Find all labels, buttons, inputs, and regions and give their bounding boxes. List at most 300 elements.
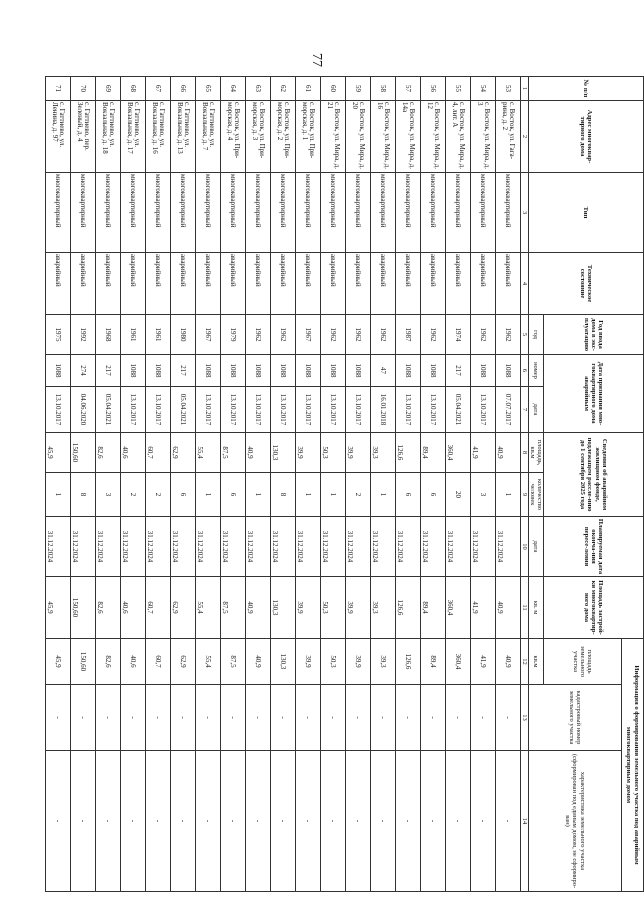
type-cell: многоквартирный (470, 173, 495, 253)
land-area-cell: 41,9 (470, 639, 495, 685)
address-cell: с. Восток, ул. При-морская, д. 4 (220, 101, 245, 173)
address-cell: с. Восток, ул. Мира, д. 14а (395, 101, 420, 173)
decision-num-cell: 1088 (145, 355, 170, 387)
resettle-people-cell: 1 (295, 473, 320, 517)
resettle-area-cell: 60,7 (145, 433, 170, 473)
col-land-area-unit-header: кв.м (528, 639, 543, 685)
type-cell: многоквартирный (245, 173, 270, 253)
cadastral-cell: - (145, 685, 170, 751)
type-cell: многоквартирный (370, 173, 395, 253)
row-number: 58 (370, 77, 395, 101)
resettle-area-cell: 89,4 (420, 433, 445, 473)
occupied-area-cell: 82,6 (95, 577, 120, 639)
address-cell: с. Гаттиево, ул. Вокзальная, д. 13 (170, 101, 195, 173)
tech-state-cell: аварийный (70, 253, 95, 315)
col-cadastral-header: кадастровый номер земельного участка (528, 685, 621, 751)
plan-date-cell: 31.12.2024 (370, 517, 395, 577)
land-area-cell: 39,9 (295, 639, 320, 685)
address-cell: с. Гаттиево, ул. Вокзальная, д. 16 (145, 101, 170, 173)
year-cell: 1961 (120, 315, 145, 355)
year-cell: 1967 (295, 315, 320, 355)
resettle-people-cell: 8 (70, 473, 95, 517)
plan-date-cell: 31.12.2024 (420, 517, 445, 577)
decision-num-cell: 1088 (295, 355, 320, 387)
type-cell: многоквартирный (345, 173, 370, 253)
address-cell: с. Гаттиево, ул. Вокзальная, д. 7 (195, 101, 220, 173)
table-row (470, 77, 495, 892)
row-number: 62 (270, 77, 295, 101)
year-cell: 1992 (70, 315, 95, 355)
resettle-people-cell: 3 (95, 473, 120, 517)
resettle-people-cell: 2 (120, 473, 145, 517)
row-number: 69 (95, 77, 120, 101)
row-number: 63 (245, 77, 270, 101)
decision-num-cell: 1088 (270, 355, 295, 387)
cadastral-cell: - (245, 685, 270, 751)
address-cell: с. Восток, ул. Мира, д. 16 (370, 101, 395, 173)
col-occupied-group-header: Площадь застрой-ки многоквартир-ного дома (544, 577, 644, 639)
resettle-area-cell: 40,9 (495, 433, 520, 473)
decision-date-cell: 13.10.2017 (345, 387, 370, 433)
column-number: 5 (520, 315, 528, 355)
resettle-people-cell: 6 (420, 473, 445, 517)
resettle-people-cell: 8 (270, 473, 295, 517)
decision-date-cell: 13.10.2017 (420, 387, 445, 433)
decision-date-cell: 13.10.2017 (220, 387, 245, 433)
col-num-header: № п/п (528, 77, 643, 101)
resettle-people-cell: 2 (145, 473, 170, 517)
occupied-area-cell: 41,9 (470, 577, 495, 639)
address-cell: с. Восток, ул. Гага-рина, д. 2 (495, 101, 520, 173)
address-cell: с. Гаттиево, пер. Зеленый, д. 4 (70, 101, 95, 173)
col-decision-num-header: номер (528, 355, 543, 387)
table-row (220, 77, 245, 892)
resettle-people-cell: 2 (345, 473, 370, 517)
plan-date-cell: 31.12.2024 (320, 517, 345, 577)
plan-date-cell: 31.12.2024 (70, 517, 95, 577)
tech-state-cell: аварийный (145, 253, 170, 315)
occupied-area-cell: 89,4 (420, 577, 445, 639)
land-area-cell: 89,4 (420, 639, 445, 685)
row-number: 55 (445, 77, 470, 101)
type-cell: многоквартирный (395, 173, 420, 253)
resettle-area-cell: 360,4 (445, 433, 470, 473)
cadastral-cell: - (320, 685, 345, 751)
characteristic-cell: - (295, 751, 320, 892)
year-cell: 1987 (395, 315, 420, 355)
col-resettle-area-header: площадь, кв.м (528, 433, 543, 473)
plan-date-cell: 31.12.2024 (495, 517, 520, 577)
table-row (295, 77, 320, 892)
table-row (495, 77, 520, 892)
decision-date-cell: 13.10.2017 (45, 387, 70, 433)
column-number: 4 (520, 253, 528, 315)
decision-num-cell: 1088 (420, 355, 445, 387)
resettle-area-cell: 62,9 (170, 433, 195, 473)
resettle-area-cell: 150,60 (70, 433, 95, 473)
emergency-housing-table (45, 76, 644, 892)
occupied-area-cell: 360,4 (445, 577, 470, 639)
col-type-header: Тип (528, 173, 643, 253)
resettle-area-cell: 87,5 (220, 433, 245, 473)
tech-state-cell: аварийный (370, 253, 395, 315)
decision-date-cell: 13.10.2017 (395, 387, 420, 433)
table-row (445, 77, 470, 892)
address-cell: с. Гаттиево, ул. Вокзальная, д. 17 (120, 101, 145, 173)
table-row (95, 77, 120, 892)
type-cell: многоквартирный (445, 173, 470, 253)
occupied-area-cell: 39,9 (345, 577, 370, 639)
resettle-people-cell: 1 (195, 473, 220, 517)
tech-state-cell: аварийный (445, 253, 470, 315)
decision-num-cell: 1088 (245, 355, 270, 387)
decision-date-cell: 07.07.2017 (495, 387, 520, 433)
decision-num-cell: 1088 (345, 355, 370, 387)
cadastral-cell: - (445, 685, 470, 751)
land-area-cell: 87,5 (220, 639, 245, 685)
land-area-cell: 50,3 (320, 639, 345, 685)
column-number: 9 (520, 473, 528, 517)
land-area-cell: 130,3 (270, 639, 295, 685)
column-number: 8 (520, 433, 528, 473)
column-number: 12 (520, 639, 528, 685)
year-cell: 1979 (220, 315, 245, 355)
plan-date-cell: 31.12.2024 (145, 517, 170, 577)
address-cell: с. Восток, ул. Мира, д. 12 (420, 101, 445, 173)
col-resettle-group-header: Сведения об аварийном жилищном фонде, подлежащем рассле-нию до 1 сентября 2025 года (544, 433, 644, 517)
col-year-header: год (528, 315, 543, 355)
row-number: 66 (170, 77, 195, 101)
type-cell: многоквартирный (220, 173, 245, 253)
occupied-area-cell: 126,6 (395, 577, 420, 639)
decision-num-cell: 274 (70, 355, 95, 387)
cadastral-cell: - (170, 685, 195, 751)
resettle-area-cell: 126,6 (395, 433, 420, 473)
plan-date-cell: 31.12.2024 (220, 517, 245, 577)
characteristic-cell: - (270, 751, 295, 892)
decision-date-cell: 13.10.2017 (470, 387, 495, 433)
land-area-cell: 39,3 (370, 639, 395, 685)
decision-date-cell: 13.10.2017 (320, 387, 345, 433)
tech-state-cell: аварийный (170, 253, 195, 315)
characteristic-cell: - (420, 751, 445, 892)
characteristic-cell: - (495, 751, 520, 892)
table-row (320, 77, 345, 892)
resettle-people-cell: 1 (495, 473, 520, 517)
column-number-row (520, 77, 528, 892)
land-area-cell: 40,9 (245, 639, 270, 685)
occupied-area-cell: 39,3 (370, 577, 395, 639)
tech-state-cell: аварийный (270, 253, 295, 315)
type-cell: многоквартирный (270, 173, 295, 253)
address-cell: с. Гаттиево, ул. Ленина, д. 97 (45, 101, 70, 173)
resettle-area-cell: 40,6 (120, 433, 145, 473)
resettle-area-cell: 55,4 (195, 433, 220, 473)
table-row (270, 77, 295, 892)
col-plan-date-header: дата (528, 517, 543, 577)
plan-date-cell: 31.12.2024 (445, 517, 470, 577)
plan-date-cell: 31.12.2024 (245, 517, 270, 577)
resettle-area-cell: 130,3 (270, 433, 295, 473)
table-row (170, 77, 195, 892)
col-decision-group-header: Дата признания мно-гоквартирного дома аварийным (544, 355, 644, 433)
resettle-people-cell: 1 (320, 473, 345, 517)
resettle-area-cell: 39,9 (295, 433, 320, 473)
cadastral-cell: - (120, 685, 145, 751)
plan-date-cell: 31.12.2024 (120, 517, 145, 577)
decision-num-cell: 1088 (220, 355, 245, 387)
characteristic-cell: - (95, 751, 120, 892)
occupied-area-cell: 45,9 (45, 577, 70, 639)
occupied-area-cell: 50,3 (320, 577, 345, 639)
address-cell: с. Восток, ул. Мира, д. 3 (470, 101, 495, 173)
tech-state-cell: аварийный (395, 253, 420, 315)
column-number: 10 (520, 517, 528, 577)
resettle-people-cell: 1 (370, 473, 395, 517)
tech-state-cell: аварийный (195, 253, 220, 315)
decision-date-cell: 13.10.2017 (195, 387, 220, 433)
col-occupied-unit-header: кв. м (528, 577, 543, 639)
tech-state-cell: аварийный (320, 253, 345, 315)
table-row (395, 77, 420, 892)
column-number: 7 (520, 387, 528, 433)
type-cell: многоквартирный (95, 173, 120, 253)
cadastral-cell: - (220, 685, 245, 751)
plan-date-cell: 31.12.2024 (45, 517, 70, 577)
occupied-area-cell: 60,7 (145, 577, 170, 639)
table-row (145, 77, 170, 892)
col-characteristic-header: характеристика земельного участка (сформирован под единым домом, не сформиро-ван) (528, 751, 621, 892)
resettle-area-cell: 39,9 (345, 433, 370, 473)
occupied-area-cell: 40,9 (495, 577, 520, 639)
decision-num-cell: 47 (370, 355, 395, 387)
year-cell: 1980 (170, 315, 195, 355)
tech-state-cell: аварийный (495, 253, 520, 315)
address-cell: с. Восток, ул. При-морская, д. 1 (295, 101, 320, 173)
type-cell: многоквартирный (420, 173, 445, 253)
address-cell: с. Восток, ул. Мира, д. 21 (320, 101, 345, 173)
characteristic-cell: - (45, 751, 70, 892)
occupied-area-cell: 62,9 (170, 577, 195, 639)
characteristic-cell: - (120, 751, 145, 892)
year-cell: 1962 (345, 315, 370, 355)
land-area-cell: 62,9 (170, 639, 195, 685)
decision-num-cell: 1088 (470, 355, 495, 387)
col-land-group-header: Информация о формировании земельного участка под аварийным многоквартирным домом (622, 639, 644, 892)
year-cell: 1975 (45, 315, 70, 355)
plan-date-cell: 31.12.2024 (395, 517, 420, 577)
cadastral-cell: - (45, 685, 70, 751)
occupied-area-cell: 55,4 (195, 577, 220, 639)
col-land-area-header: площадь земельного участка (544, 639, 622, 685)
year-cell: 1961 (145, 315, 170, 355)
year-cell: 1962 (470, 315, 495, 355)
decision-num-cell: 217 (445, 355, 470, 387)
row-number: 65 (195, 77, 220, 101)
tech-state-cell: аварийный (345, 253, 370, 315)
table-body (45, 77, 520, 892)
type-cell: многоквартирный (495, 173, 520, 253)
decision-date-cell: 04.06.2020 (70, 387, 95, 433)
type-cell: многоквартирный (120, 173, 145, 253)
land-area-cell: 45,9 (45, 639, 70, 685)
decision-date-cell: 05.04.2021 (445, 387, 470, 433)
page-number: 77 (309, 53, 324, 67)
characteristic-cell: - (145, 751, 170, 892)
row-number: 68 (120, 77, 145, 101)
year-cell: 1962 (270, 315, 295, 355)
table-row (70, 77, 95, 892)
decision-num-cell: 217 (95, 355, 120, 387)
col-tech-state-header: Техническое состояние (528, 253, 643, 315)
col-decision-date-header: дата (528, 387, 543, 433)
column-number: 13 (520, 685, 528, 751)
resettle-people-cell: 6 (395, 473, 420, 517)
occupied-area-cell: 40,9 (245, 577, 270, 639)
decision-date-cell: 05.04.2021 (95, 387, 120, 433)
characteristic-cell: - (445, 751, 470, 892)
type-cell: многоквартирный (45, 173, 70, 253)
decision-date-cell: 16.01.2018 (370, 387, 395, 433)
characteristic-cell: - (170, 751, 195, 892)
decision-num-cell: 1088 (195, 355, 220, 387)
address-cell: с. Восток, ул. При-морская, д. 3 (245, 101, 270, 173)
cadastral-cell: - (195, 685, 220, 751)
cadastral-cell: - (295, 685, 320, 751)
type-cell: многоквартирный (70, 173, 95, 253)
tech-state-cell: аварийный (470, 253, 495, 315)
row-number: 61 (295, 77, 320, 101)
column-number: 3 (520, 173, 528, 253)
resettlement-table-sheet (46, 76, 644, 891)
year-cell: 1967 (195, 315, 220, 355)
resettle-people-cell: 1 (245, 473, 270, 517)
tech-state-cell: аварийный (245, 253, 270, 315)
row-number: 53 (495, 77, 520, 101)
table-row (45, 77, 70, 892)
decision-num-cell: 1088 (120, 355, 145, 387)
land-area-cell: 39,9 (345, 639, 370, 685)
decision-date-cell: 05.04.2021 (170, 387, 195, 433)
column-number: 6 (520, 355, 528, 387)
characteristic-cell: - (395, 751, 420, 892)
cadastral-cell: - (70, 685, 95, 751)
characteristic-cell: - (320, 751, 345, 892)
occupied-area-cell: 130,3 (270, 577, 295, 639)
column-number: 14 (520, 751, 528, 892)
column-number: 1 (520, 77, 528, 101)
land-area-cell: 360,4 (445, 639, 470, 685)
row-number: 59 (345, 77, 370, 101)
table-row (345, 77, 370, 892)
year-cell: 1962 (420, 315, 445, 355)
tech-state-cell: аварийный (420, 253, 445, 315)
year-cell: 1962 (320, 315, 345, 355)
decision-date-cell: 13.10.2017 (145, 387, 170, 433)
cadastral-cell: - (395, 685, 420, 751)
year-cell: 1974 (445, 315, 470, 355)
decision-date-cell: 13.10.2017 (120, 387, 145, 433)
cadastral-cell: - (470, 685, 495, 751)
year-cell: 1968 (95, 315, 120, 355)
characteristic-cell: - (345, 751, 370, 892)
decision-num-cell: 1088 (395, 355, 420, 387)
characteristic-cell: - (470, 751, 495, 892)
tech-state-cell: аварийный (295, 253, 320, 315)
resettle-people-cell: 3 (470, 473, 495, 517)
address-cell: с. Восток, ул. Мира, д. 20 (345, 101, 370, 173)
decision-num-cell: 1088 (320, 355, 345, 387)
plan-date-cell: 31.12.2024 (270, 517, 295, 577)
tech-state-cell: аварийный (220, 253, 245, 315)
resettle-people-cell: 1 (45, 473, 70, 517)
table-row (120, 77, 145, 892)
decision-date-cell: 13.10.2017 (295, 387, 320, 433)
land-area-cell: 150,60 (70, 639, 95, 685)
occupied-area-cell: 40,6 (120, 577, 145, 639)
row-number: 70 (70, 77, 95, 101)
land-area-cell: 126,6 (395, 639, 420, 685)
table-row (420, 77, 445, 892)
row-number: 71 (45, 77, 70, 101)
type-cell: многоквартирный (295, 173, 320, 253)
decision-num-cell: 217 (170, 355, 195, 387)
cadastral-cell: - (495, 685, 520, 751)
type-cell: многоквартирный (145, 173, 170, 253)
year-cell: 1962 (245, 315, 270, 355)
tech-state-cell: аварийный (120, 253, 145, 315)
col-resettle-people-header: количество человек (528, 473, 543, 517)
resettle-area-cell: 40,9 (245, 433, 270, 473)
cadastral-cell: - (270, 685, 295, 751)
decision-date-cell: 13.10.2017 (270, 387, 295, 433)
resettle-area-cell: 45,9 (45, 433, 70, 473)
plan-date-cell: 31.12.2024 (195, 517, 220, 577)
type-cell: многоквартирный (195, 173, 220, 253)
col-plan-group-header: Планируемая дата оконча-ния пересе-ления (544, 517, 644, 577)
decision-num-cell: 1088 (45, 355, 70, 387)
characteristic-cell: - (370, 751, 395, 892)
cadastral-cell: - (370, 685, 395, 751)
address-cell: с. Восток, ул. Мира, д. 4, лит. А (445, 101, 470, 173)
land-area-cell: 82,6 (95, 639, 120, 685)
land-area-cell: 40,6 (120, 639, 145, 685)
column-number: 2 (520, 101, 528, 173)
type-cell: многоквартирный (170, 173, 195, 253)
plan-date-cell: 31.12.2024 (170, 517, 195, 577)
occupied-area-cell: 39,9 (295, 577, 320, 639)
resettle-people-cell: 6 (170, 473, 195, 517)
resettle-area-cell: 50,3 (320, 433, 345, 473)
row-number: 60 (320, 77, 345, 101)
year-cell: 1962 (370, 315, 395, 355)
table-row (195, 77, 220, 892)
tech-state-cell: аварийный (45, 253, 70, 315)
cadastral-cell: - (95, 685, 120, 751)
row-number: 56 (420, 77, 445, 101)
resettle-area-cell: 39,3 (370, 433, 395, 473)
cadastral-cell: - (345, 685, 370, 751)
row-number: 54 (470, 77, 495, 101)
column-number: 11 (520, 577, 528, 639)
table-row (245, 77, 270, 892)
decision-date-cell: 13.10.2017 (245, 387, 270, 433)
land-area-cell: 60,7 (145, 639, 170, 685)
decision-num-cell: 1088 (495, 355, 520, 387)
resettle-people-cell: 20 (445, 473, 470, 517)
cadastral-cell: - (420, 685, 445, 751)
year-cell: 1962 (495, 315, 520, 355)
